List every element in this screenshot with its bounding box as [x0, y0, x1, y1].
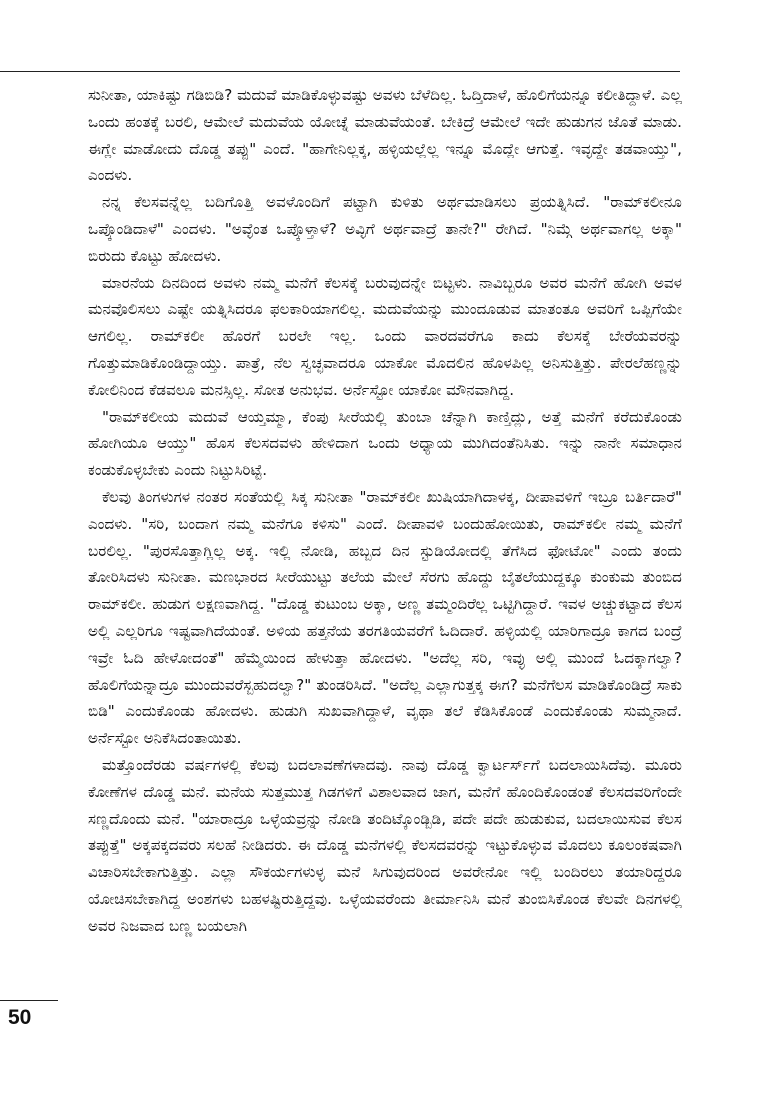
- paragraph-2: ನನ್ನ ಕೆಲಸವನ್ನೆಲ್ಲ ಬದಿಗೊತ್ತಿ ಅವಳೊಂದಿಗೆ ಪಟ್ಟಾಗಿ ಕುಳಿತು ಅರ್ಥಮಾಡಿಸಲು ಪ್ರಯತ್ನಿಸಿದೆ. "ರಾಮ್‌ಕಲೀನೂ ಒಪ್ಕೊಂಡಿದಾಳೆ" ಎಂದಳು. "ಅವ್ಳೆಂತ ಒಪ್ಕೊಳ್ತಾಳೆ? ಅವ್ಳಿಗೆ ಅರ್ಥವಾದ್ರೆ ತಾನೇ?" ರೇಗಿದೆ. "ನಿಮ್ಗೆ ಅರ್ಥವಾಗಲ್ಲ ಅಕ್ಕಾ" ಬಿರುದು ಕೊಟ್ಟು ಹೋದಳು.: [88, 193, 682, 265]
- paragraph-4: "ರಾಮ್‌ಕಲೀಯ ಮದುವೆ ಆಯ್ತಮ್ಮಾ, ಕೆಂಪು ಸೀರೆಯಲ್ಲಿ ತುಂಬಾ ಚೆನ್ನಾಗಿ ಕಾಣ್ತಿದ್ಲು, ಅತ್ತೆ ಮನೆಗೆ ಕರೆದುಕೊಂಡು ಹೋಗಿಯೂ ಆಯ್ತು" ಹೊಸ ಕೆಲಸದವಳು ಹೇಳಿದಾಗ ಒಂದು ಅಧ್ಯಾಯ ಮುಗಿದಂತೆನಿಸಿತು. ಇನ್ನು ನಾನೇ ಸಮಾಧಾನ ಕಂಡುಕೊಳ್ಳಬೇಕು ಎಂದು ನಿಟ್ಟುಸಿರಿಟ್ಟೆ.: [88, 407, 682, 480]
- page-number: 50: [8, 1006, 32, 1029]
- footer-rule: [0, 1000, 58, 1001]
- body-text: [88, 82, 682, 940]
- paragraph-5: ಕೆಲವು ತಿಂಗಳುಗಳ ನಂತರ ಸಂತೆಯಲ್ಲಿ ಸಿಕ್ಕ ಸುನೀತಾ "ರಾಮ್‌ಕಲೀ ಖುಷಿಯಾಗಿದಾಳಕ್ಕ, ದೀಪಾವಳಿಗೆ ಇಬ್ರೂ ಬರ್ತಿದಾರೆ" ಎಂದಳು. "ಸರಿ, ಬಂದಾಗ ನಮ್ಮ ಮನೆಗೂ ಕಳಿಸು" ಎಂದೆ. ದೀಪಾವಳಿ ಬಂದುಹೋಯಿತು, ರಾಮ್‌ಕಲೀ ನಮ್ಮ ಮನೆಗೆ ಬರಲಿಲ್ಲ. "ಪುರಸೊತ್ತಾಗ್ಲಿಲ್ಲ ಅಕ್ಕ. ಇಲ್ಲಿ ನೋಡಿ, ಹಬ್ಬದ ದಿನ ಸ್ಟುಡಿಯೋದಲ್ಲಿ ತೆಗೆಸಿದ ಫೋಟೋ" ಎಂದು ತಂದು ತೋರಿಸಿದಳು ಸುನೀತಾ. ಮಣಭಾರದ ಸೀರೆಯುಟ್ಟು ತಲೆಯ ಮೇಲೆ ಸೆರಗು ಹೊದ್ದು ಬೈತಲೆಯುದ್ದಕ್ಕೂ ಕುಂಕುಮ ತುಂಬಿದ ರಾಮ್‌ಕಲೀ. ಹುಡುಗ ಲಕ್ಷಣವಾಗಿದ್ದ. "ದೊಡ್ಡ ಕುಟುಂಬ ಅಕ್ಕಾ, ಅಣ್ಣ ತಮ್ಮಂದಿರೆಲ್ಲ ಒಟ್ಟಿಗಿದ್ದಾರೆ. ಇವಳ ಅಚ್ಚುಕಟ್ಟಾದ ಕೆಲಸ ಅಲ್ಲಿ ಎಲ್ಲರಿಗೂ ಇಷ್ಟವಾಗಿದೆಯಂತೆ. ಅಳಿಯ ಹತ್ತನೆಯ ತರಗತಿಯವರೆಗೆ ಓದಿದಾರೆ. ಹಳ್ಳಿಯಲ್ಲಿ ಯಾರಿಗಾದ್ರೂ ಕಾಗದ ಬಂದ್ರೆ ಇವ್ರೇ ಓದಿ ಹೇಳೋದಂತೆ" ಹೆಮ್ಮೆಯಿಂದ ಹೇಳುತ್ತಾ ಹೋದಳು. "ಅದೆಲ್ಲ ಸರಿ, ಇವ್ಳು ಅಲ್ಲಿ ಮುಂದೆ ಓದಕ್ಕಾಗಲ್ವಾ? ಹೊಲಿಗೆಯನ್ನಾದ್ರೂ ಮುಂದುವರೆಸ್ಬಹುದಲ್ವಾ?" ತುಂಡರಿಸಿದೆ. "ಅದೆಲ್ಲ ಎಲ್ಲಾಗುತ್ತಕ್ಕ ಈಗ? ಮನೆಗೆಲಸ ಮಾಡಿಕೊಂಡಿದ್ರೆ ಸಾಕು ಬಿಡಿ" ಎಂದುಕೊಂಡು ಹೋದಳು. ಹುಡುಗಿ ಸುಖವಾಗಿದ್ದಾಳೆ, ವೃಥಾ ತಲೆ ಕೆಡಿಸಿಕೊಂಡೆ ಎಂದುಕೊಂಡು ಸುಮ್ಮನಾದೆ. ಅರ್ನೆಸ್ಟೋ ಅನಿಕೆಸಿದಂತಾಯಿತು.: [88, 487, 682, 748]
- paragraph-3: ಮಾರನೆಯ ದಿನದಿಂದ ಅವಳು ನಮ್ಮ ಮನೆಗೆ ಕೆಲಸಕ್ಕೆ ಬರುವುದನ್ನೇ ಬಿಟ್ಟಳು. ನಾವಿಬ್ಬರೂ ಅವರ ಮನೆಗೆ ಹೋಗಿ ಅವಳ ಮನವೊಲಿಸಲು ಎಷ್ಟೇ ಯತ್ನಿಸಿದರೂ ಫಲಕಾರಿಯಾಗಲಿಲ್ಲ. ಮದುವೆಯನ್ನು ಮುಂದೂಡುವ ಮಾತಂತೂ ಅವರಿಗೆ ಒಪ್ಪಿಗೆಯೇ ಆಗಲಿಲ್ಲ. ರಾಮ್‌ಕಲೀ ಹೊರಗೆ ಬರಲೇ ಇಲ್ಲ. ಒಂದು ವಾರದವರೆಗೂ ಕಾದು ಕೆಲಸಕ್ಕೆ ಬೇರೆಯವರನ್ನು ಗೊತ್ತುಮಾಡಿಕೊಂಡಿದ್ದಾಯ್ತು. ಪಾತ್ರೆ, ನೆಲ ಸ್ವಚ್ಛವಾದರೂ ಯಾಕೋ ಮೊದಲಿನ ಹೊಳಪಿಲ್ಲ ಅನಿಸುತ್ತಿತ್ತು. ಪೇರಲೆಹಣ್ಣನ್ನು ಕೋಲಿನಿಂದ ಕೆಡವಲೂ ಮನಸ್ಸಿಲ್ಲ. ಸೋತ ಅನುಭವ. ಅರ್ನೆಸ್ಟೋ ಯಾಕೋ ಮೌನವಾಗಿದ್ದ.: [88, 273, 682, 399]
- paragraph-1: ಸುನೀತಾ, ಯಾಕಿಷ್ಟು ಗಡಿಬಿಡಿ? ಮದುವೆ ಮಾಡಿಕೊಳ್ಳುವಷ್ಟು ಅವಳು ಬೆಳೆದಿಲ್ಲ. ಓದ್ತಿದಾಳೆ, ಹೊಲಿಗೆಯನ್ನೂ ಕಲೀತಿದ್ದಾಳೆ. ಎಲ್ಲ ಒಂದು ಹಂತಕ್ಕೆ ಬರಲಿ, ಆಮೇಲೆ ಮದುವೆಯ ಯೋಚ್ನೆ ಮಾಡುವೆಯಂತೆ. ಬೇಕಿದ್ರೆ ಆಮೇಲೆ ಇದೇ ಹುಡುಗನ ಜೊತೆ ಮಾಡು. ಈಗ್ಲೇ ಮಾಡೋದು ದೊಡ್ಡ ತಪ್ಪು" ಎಂದೆ. "ಹಾಗೇನಿಲ್ಲಕ್ಕ, ಹಳ್ಳಿಯಲ್ಲೆಲ್ಲ ಇನ್ನೂ ಮೊದ್ಲೇ ಆಗುತ್ತೆ. ಇವ್ಳದ್ದೇ ತಡವಾಯ್ತು", ಎಂದಳು.: [88, 86, 682, 185]
- paragraph-6: ಮತ್ತೊಂದೆರಡು ವರ್ಷಗಳಲ್ಲಿ ಕೆಲವು ಬದಲಾವಣೆಗಳಾದವು. ನಾವು ದೊಡ್ಡ ಕ್ವಾರ್ಟರ್ಸ್‌ಗೆ ಬದಲಾಯಿಸಿದೆವು. ಮೂರು ಕೋಣೆಗಳ ದೊಡ್ಡ ಮನೆ. ಮನೆಯ ಸುತ್ತಮುತ್ತ ಗಿಡಗಳಿಗೆ ವಿಶಾಲವಾದ ಜಾಗ, ಮನೆಗೆ ಹೊಂದಿಕೊಂಡಂತೆ ಕೆಲಸದವರಿಗೆಂದೇ ಸಣ್ಣದೊಂದು ಮನೆ. "ಯಾರಾದ್ರೂ ಒಳ್ಳೆಯವ್ರನ್ನು ನೋಡಿ ತಂದಿಟ್ಕೊಂಡ್ಬಿಡಿ, ಪದೇ ಪದೇ ಹುಡುಕುವ, ಬದಲಾಯಿಸುವ ಕೆಲಸ ತಪ್ಪುತ್ತೆ" ಅಕ್ಕಪಕ್ಕದವರು ಸಲಹೆ ನೀಡಿದರು. ಈ ದೊಡ್ಡ ಮನೆಗಳಲ್ಲಿ ಕೆಲಸದವರನ್ನು ಇಟ್ಟುಕೊಳ್ಳುವ ಮೊದಲು ಕೂಲಂಕಷವಾಗಿ ವಿಚಾರಿಸಬೇಕಾಗುತ್ತಿತ್ತು. ಎಲ್ಲಾ ಸೌಕರ್ಯಗಳುಳ್ಳ ಮನೆ ಸಿಗುವುದರಿಂದ ಅವರೇನೋ ಇಲ್ಲಿ ಬಂದಿರಲು ತಯಾರಿದ್ದರೂ ಯೋಚಿಸಬೇಕಾಗಿದ್ದ ಅಂಶಗಳು ಬಹಳಷ್ಟಿರುತ್ತಿದ್ದವು. ಒಳ್ಳೆಯವರೆಂದು ತೀರ್ಮಾನಿಸಿ ಮನೆ ತುಂಬಿಸಿಕೊಂಡ ಕೆಲವೇ ದಿನಗಳಲ್ಲಿ ಅವರ ನಿಜವಾದ ಬಣ್ಣ ಬಯಲಾಗಿ: [88, 755, 682, 935]
- header-rule: [0, 71, 680, 72]
